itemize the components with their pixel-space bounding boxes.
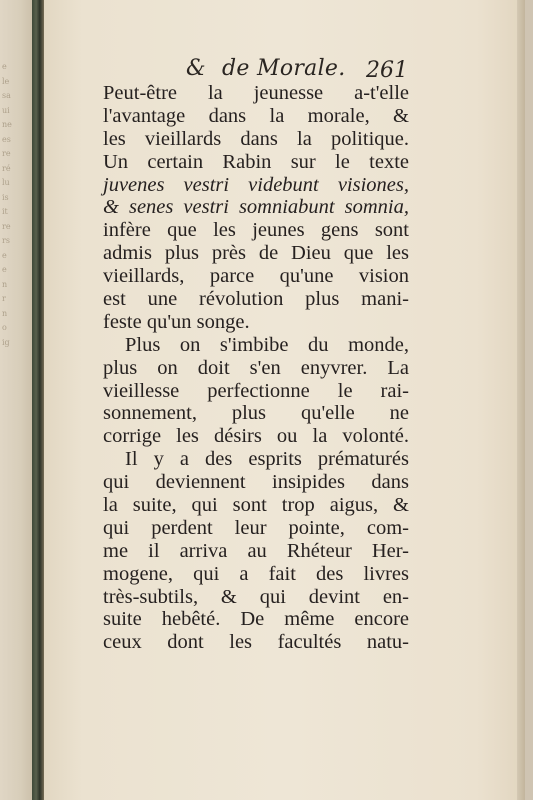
text-line: juvenes vestri videbunt visiones, xyxy=(103,173,409,196)
previous-page-fragment: ne xyxy=(2,120,12,129)
text-line: Il y a des esprits prématurés xyxy=(125,448,409,471)
text-line: me il arriva au Rhéteur Her- xyxy=(103,539,409,562)
text-line: admis plus près de Dieu que les xyxy=(103,242,409,265)
text-line: qui deviennent insipides dans xyxy=(103,471,409,494)
previous-page-fragment: es xyxy=(2,134,11,144)
previous-page-fragment: e xyxy=(2,250,7,260)
text-line: Un certain Rabin sur le texte xyxy=(103,150,409,173)
text-line: l'avantage dans la morale, & xyxy=(103,104,409,127)
ampersand-ornament: & xyxy=(186,56,206,81)
text-line: sonnement, plus qu'elle ne xyxy=(103,402,409,425)
running-title: de Morale. xyxy=(222,56,346,81)
text-line: suite hebêté. De même encore xyxy=(103,608,409,631)
previous-page-fragment: e xyxy=(2,265,7,274)
text-line: feste qu'un songe. xyxy=(103,310,250,333)
text-line: mogene, qui a fait des livres xyxy=(103,562,409,585)
text-line: très-subtils, & qui devint en- xyxy=(103,585,409,608)
previous-page-fragment: ui xyxy=(2,105,10,115)
text-line: est une révolution plus mani- xyxy=(103,288,409,311)
text-line: & senes vestri somniabunt somnia, xyxy=(103,196,409,219)
text-line: corrige les désirs ou la volonté. xyxy=(103,425,409,448)
previous-page-fragment: rs xyxy=(2,236,10,245)
previous-page-fragment: e xyxy=(2,62,7,71)
previous-page-fragment: n xyxy=(2,279,8,289)
previous-page-fragment: le xyxy=(2,76,10,86)
text-line: infère que les jeunes gens sont xyxy=(103,219,409,242)
previous-page-fragment: r xyxy=(2,294,6,303)
previous-page-fragment: n xyxy=(2,308,8,318)
previous-page-edge xyxy=(0,0,34,800)
previous-page-fragment: lu xyxy=(2,178,10,187)
previous-page-fragment: re xyxy=(2,221,11,231)
text-line: qui perdent leur pointe, com- xyxy=(103,516,409,539)
previous-page-fragment: re xyxy=(2,149,11,158)
text-line: Peut-être la jeunesse a-t'elle xyxy=(103,82,409,104)
text-line: vieillesse perfectionne le rai- xyxy=(103,379,409,402)
page-number: 261 xyxy=(366,58,408,83)
text-line: la suite, qui sont trop aigus, & xyxy=(103,494,409,517)
text-line: plus on doit s'en enyvrer. La xyxy=(103,356,409,379)
text-line: vieillards, parce qu'une vision xyxy=(103,265,409,288)
book-gutter xyxy=(32,0,44,800)
body-text xyxy=(103,82,409,654)
page-edge xyxy=(517,0,525,800)
text-line: ceux dont les facultés natu- xyxy=(103,631,409,654)
previous-page-fragment: is xyxy=(2,192,9,202)
previous-page-fragment: ig xyxy=(2,337,10,347)
text-line: les vieillards dans la politique. xyxy=(103,127,409,150)
previous-page-fragment: sa xyxy=(2,91,11,100)
text-line: Plus on s'imbibe du monde, xyxy=(125,333,409,356)
previous-page-fragment: ré xyxy=(2,163,11,173)
previous-page-fragment: o xyxy=(2,323,7,332)
previous-page-fragments xyxy=(2,60,30,350)
previous-page-fragment: it xyxy=(2,207,8,216)
